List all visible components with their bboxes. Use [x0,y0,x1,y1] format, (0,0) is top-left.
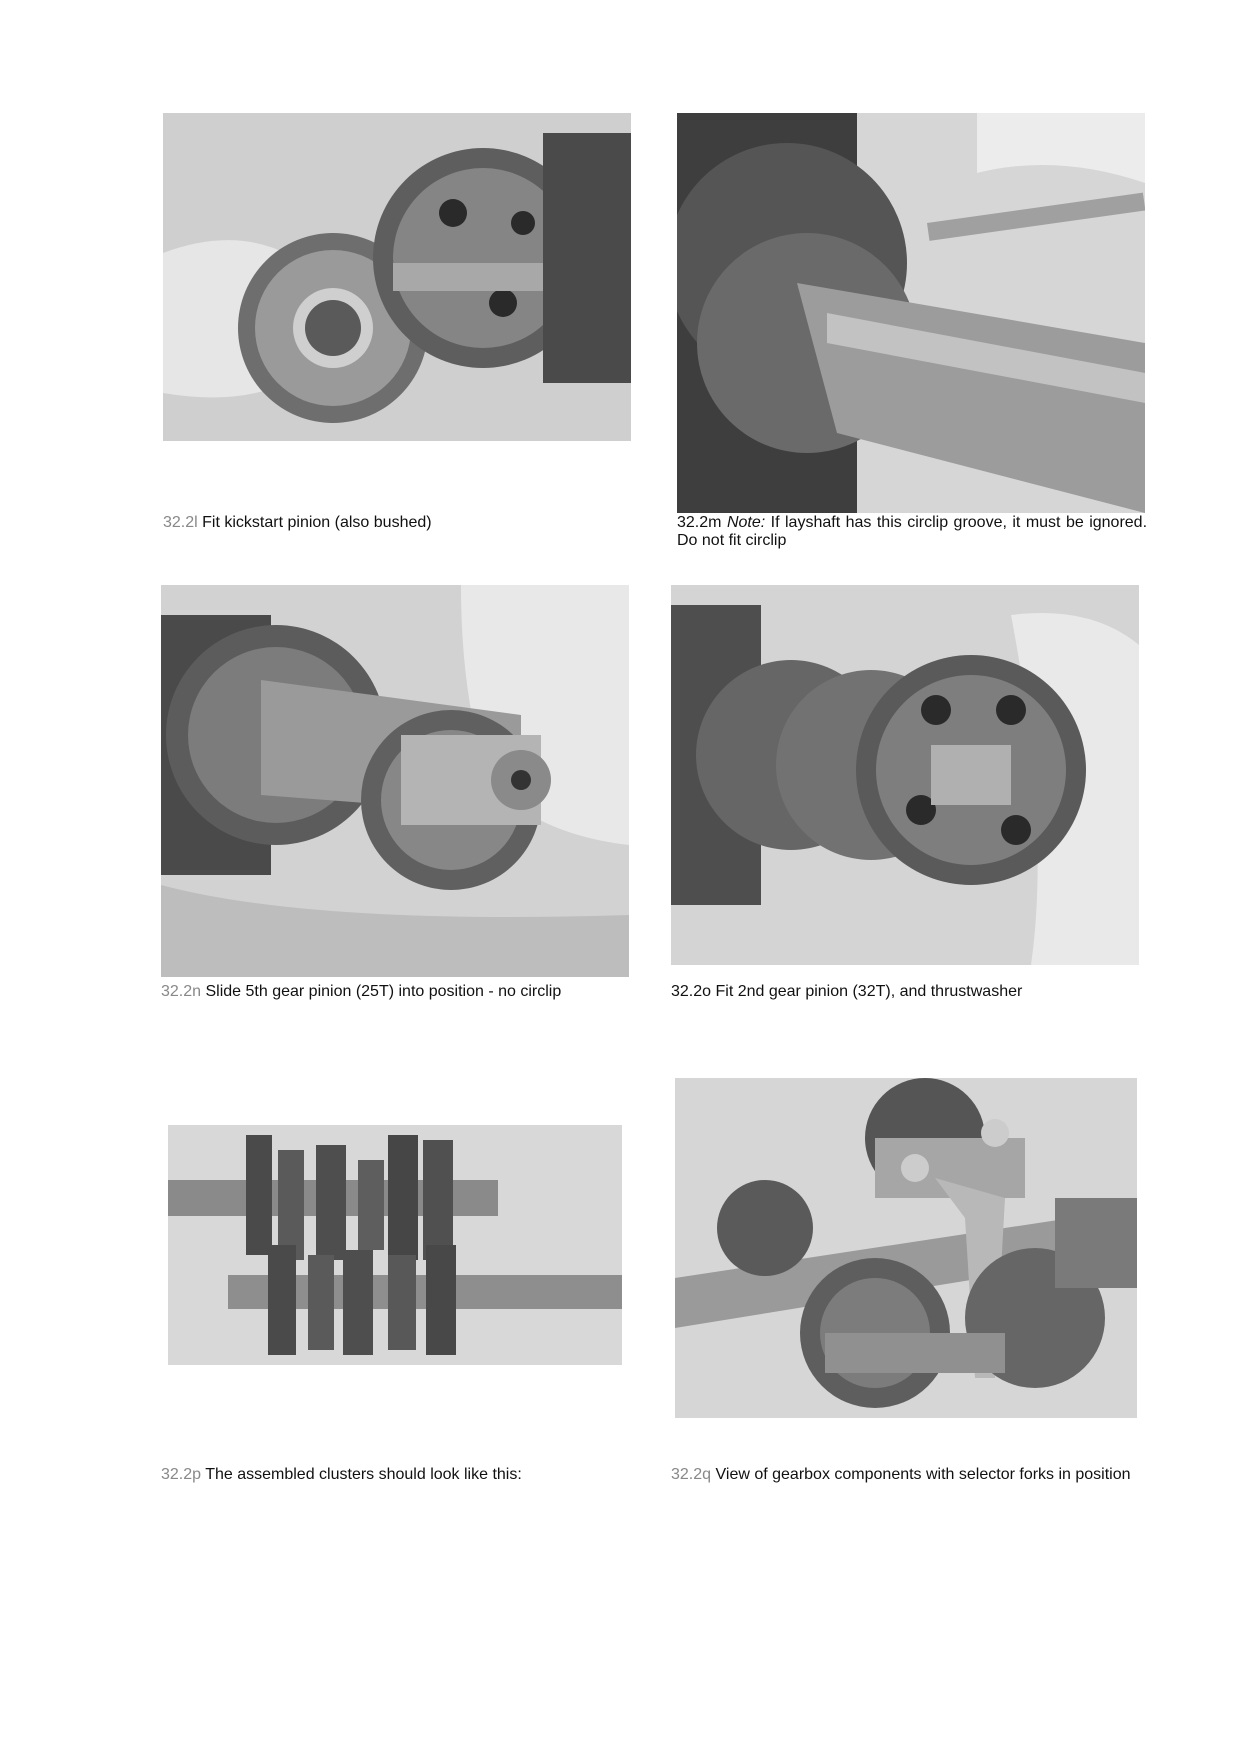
figure-number: 32.2l [163,514,198,531]
caption-32-2o [671,983,1141,1001]
figure-number: 32.2p [161,1466,202,1483]
photo-assembled-clusters [168,1125,622,1365]
caption-text: The assembled clusters should look like this: [205,1466,522,1483]
photo-5th-gear-pinion [161,585,629,977]
figure-number: 32.2n [161,983,202,1000]
caption-text: Fit 2nd gear pinion (32T), and thrustwasher [715,983,1023,1000]
caption-32-2p [161,1466,631,1484]
photo-kickstart-pinion [163,113,631,441]
caption-text: View of gearbox components with selector forks in position [715,1466,1131,1483]
photo-2nd-gear-pinion [671,585,1139,965]
caption-text: Fit kickstart pinion (also bushed) [202,514,432,531]
note-label: Note: [726,514,766,531]
caption-text: If layshaft has this circlip groove, it must be ignored. Do not fit circlip [677,514,1148,549]
caption-32-2n [161,983,631,1001]
caption-32-2q [671,1466,1141,1484]
caption-32-2m [677,514,1147,550]
figure-number: 32.2o [671,983,712,1000]
caption-32-2l [163,514,633,532]
figure-number: 32.2q [671,1466,712,1483]
photo-layshaft-circlip-groove [677,113,1145,513]
figure-number: 32.2m [677,514,722,531]
caption-text: Slide 5th gear pinion (25T) into position - no circlip [205,983,562,1000]
photo-gearbox-selector-forks [675,1078,1137,1418]
